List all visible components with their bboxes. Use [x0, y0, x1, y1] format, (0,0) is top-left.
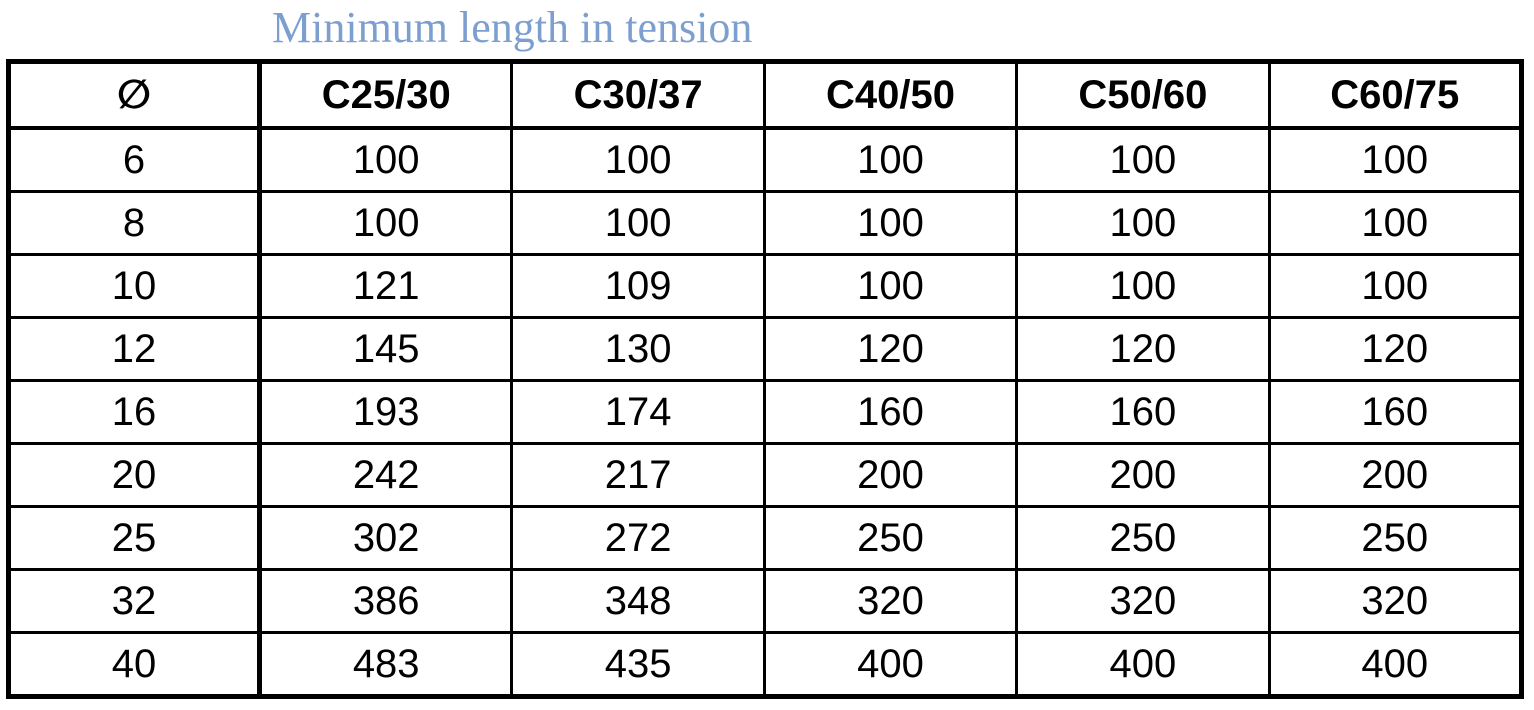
- length-cell: 100: [512, 192, 764, 255]
- length-cell: 200: [764, 444, 1016, 507]
- table-row: [9, 633, 1522, 697]
- length-cell: 100: [1017, 255, 1269, 318]
- length-cell: 100: [1017, 128, 1269, 192]
- header-cell-c50-60: C50/60: [1017, 62, 1269, 129]
- table-row: [9, 192, 1522, 255]
- table-row: [9, 507, 1522, 570]
- table-title: Minimum length in tension: [272, 3, 753, 52]
- diameter-cell: 32: [9, 570, 260, 633]
- header-cell-c30-37: C30/37: [512, 62, 764, 129]
- length-cell: 200: [1017, 444, 1269, 507]
- length-cell: 200: [1269, 444, 1521, 507]
- length-cell: 435: [512, 633, 764, 697]
- length-cell: 120: [1017, 318, 1269, 381]
- length-cell: 100: [260, 192, 512, 255]
- diameter-cell: 25: [9, 507, 260, 570]
- length-cell: 160: [764, 381, 1016, 444]
- header-cell-diameter: ∅: [9, 62, 260, 129]
- length-cell: 302: [260, 507, 512, 570]
- length-cell: 320: [1017, 570, 1269, 633]
- length-cell: 100: [1017, 192, 1269, 255]
- header-row: [9, 62, 1522, 129]
- length-cell: 109: [512, 255, 764, 318]
- length-cell: 100: [1269, 192, 1521, 255]
- diameter-cell: 16: [9, 381, 260, 444]
- min-length-table: [6, 59, 1524, 699]
- header-cell-c40-50: C40/50: [764, 62, 1016, 129]
- length-cell: 174: [512, 381, 764, 444]
- length-cell: 193: [260, 381, 512, 444]
- header-cell-c25-30: C25/30: [260, 62, 512, 129]
- diameter-cell: 10: [9, 255, 260, 318]
- length-cell: 121: [260, 255, 512, 318]
- length-cell: 100: [764, 128, 1016, 192]
- diameter-cell: 12: [9, 318, 260, 381]
- length-cell: 160: [1269, 381, 1521, 444]
- diameter-cell: 6: [9, 128, 260, 192]
- length-cell: 400: [1017, 633, 1269, 697]
- length-cell: 100: [1269, 255, 1521, 318]
- length-cell: 217: [512, 444, 764, 507]
- header-cell-c60-75: C60/75: [1269, 62, 1521, 129]
- length-cell: 100: [512, 128, 764, 192]
- length-cell: 250: [764, 507, 1016, 570]
- table-row: [9, 255, 1522, 318]
- length-cell: 100: [260, 128, 512, 192]
- length-cell: 348: [512, 570, 764, 633]
- table-row: [9, 444, 1522, 507]
- length-cell: 120: [1269, 318, 1521, 381]
- length-cell: 120: [764, 318, 1016, 381]
- length-cell: 400: [1361, 641, 1429, 686]
- table-row: [9, 381, 1522, 444]
- table-row: [9, 128, 1522, 192]
- length-cell: 100: [764, 255, 1016, 318]
- length-cell: 160: [1017, 381, 1269, 444]
- length-cell: 320: [764, 570, 1016, 633]
- diameter-cell: 8: [9, 192, 260, 255]
- table-row: [9, 318, 1522, 381]
- length-cell: 272: [512, 507, 764, 570]
- length-cell: 242: [260, 444, 512, 507]
- length-cell: 100: [764, 192, 1016, 255]
- length-cell: 100: [1269, 128, 1521, 192]
- length-cell: 386: [260, 570, 512, 633]
- length-cell: 250: [1017, 507, 1269, 570]
- length-cell: 145: [260, 318, 512, 381]
- table-row: [9, 570, 1522, 633]
- diameter-cell: 40: [9, 633, 260, 697]
- length-cell: 320: [1269, 570, 1521, 633]
- length-cell: 130: [512, 318, 764, 381]
- length-cell: 483: [260, 633, 512, 697]
- diameter-cell: 20: [9, 444, 260, 507]
- length-cell: 250: [1269, 507, 1521, 570]
- length-cell: 400: [764, 633, 1016, 697]
